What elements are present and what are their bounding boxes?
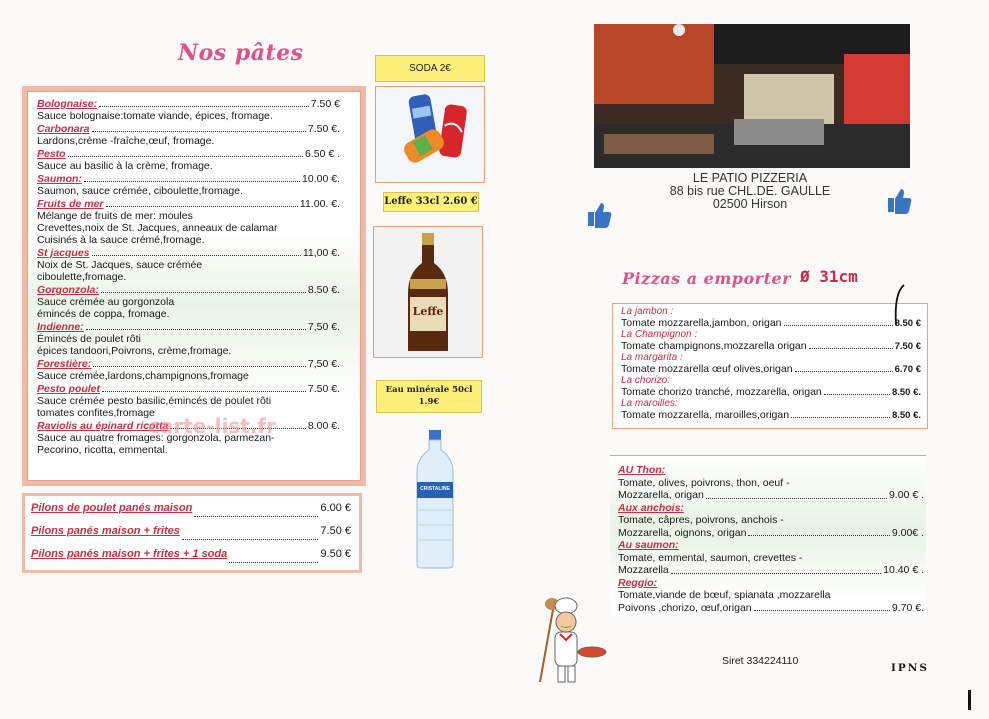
pasta-item [37,284,340,320]
dot-leader [92,131,306,132]
pizza-item-price: 10.40 € . [883,564,924,576]
pizza-item-price: 9.70 €. [891,601,924,614]
pizza-more-list [610,455,926,616]
pasta-item [37,321,340,357]
pasta-item-header [37,383,340,395]
pasta-item-price: 11,00 €. [302,247,340,259]
dot-leader [671,573,881,574]
pizza-item-price: 8.50 €. [891,409,921,421]
chicken-item-price: 7.50 € [320,525,351,537]
pizza-item-name: La maroilles: [621,398,678,409]
pasta-item-name: St jacques [37,247,90,259]
pizza-title: Pizzas a emporter [622,269,792,288]
pasta-item-name: Raviolis au épinard ricotta [37,420,169,432]
pizza-item-name: Au saumon: [618,539,679,551]
pizza-item [618,539,924,577]
pizza-item-line [618,527,924,540]
pasta-item [37,148,340,172]
dot-leader [99,106,309,107]
dot-leader [102,391,306,392]
pizza-item [621,375,921,398]
pasta-item-description: Saumon, sauce crémée, ciboulette,fromage. [37,185,244,197]
dot-leader [229,562,318,563]
leffe-logo-text: Leffe [412,305,444,318]
pizza-item-line [621,318,921,330]
dot-leader [809,348,893,349]
pasta-item-price: 11.00. €. [299,198,340,210]
pizza-item [618,464,924,502]
pizza-item-price: 9.00 € . [888,489,924,501]
pasta-item-name: Indienne: [37,321,84,333]
dot-leader [791,417,890,418]
pizza-item-line [621,410,921,422]
pizza-item-ingredients-2: Poivons ,chorizo, œuf,origan [618,601,752,614]
pasta-list [37,98,340,457]
pizza-item-description: Tomate mozzarella œuf olives,origan [621,362,793,375]
chicken-menu-box [22,493,362,573]
dot-leader [93,366,306,367]
pasta-item-price: 7.50 € [310,98,340,110]
pasta-item-header [37,284,340,296]
thumbs-up-icon-left [586,200,612,233]
pasta-item-price: 8.00 €. [307,420,340,432]
dot-leader [101,292,306,293]
water-label [376,380,482,413]
dot-leader [106,206,298,207]
pizza-item-price: 7.50 € [894,340,921,352]
pasta-item-name: Gorgonzola: [37,284,99,296]
chicken-item-name: Pilons panés maison + frites [31,525,180,537]
pizza-item [621,398,921,421]
pasta-item-description: Lardons,crème -fraîche,œuf, fromage. [37,135,215,147]
pasta-item-price: 7.50 €. [307,123,340,135]
dot-leader [824,394,890,395]
pizza-size: Ø 31cm [800,267,858,286]
pasta-item [37,358,340,382]
dot-leader [68,156,303,157]
pizza-item-line [618,489,924,502]
pasta-item-name: Forestière: [37,358,92,370]
pizza-item-ingredients-2: Mozzarella [618,564,669,576]
dot-leader [754,610,890,611]
water-logo-text: CRISTALINE [420,486,450,492]
pasta-item-description: Sauce crémée au gorgonzola émincés de coppa, fromage. [37,296,175,320]
pasta-item-description: Sauce crémée,lardons,champignons,fromage [37,370,249,382]
pasta-item-description: Noix de St. Jacques, sauce crémée ciboulette,fromage. [37,259,203,283]
pizza-more-items [618,464,924,614]
restaurant-photo [594,24,910,168]
pasta-item [37,173,340,197]
pasta-title: Nos pâtes [178,40,304,66]
pizza-item-description: Tomate mozzarella, maroilles,origan [621,408,790,421]
pizza-item-name: La jambon : [621,306,674,317]
pizza-item [621,306,921,329]
pizza-item-line [621,341,921,353]
pasta-item-name: Carbonara [37,123,90,135]
dot-leader [86,329,306,330]
chicken-item-price: 6.00 € [320,502,351,514]
dot-leader [706,498,887,499]
pasta-item [37,98,340,122]
soda-label: SODA 2€ [375,55,485,82]
page-edge-mark [968,690,971,710]
pizza-item-name: La chorizo: [621,375,670,386]
pasta-item-header [37,123,340,135]
pizza-item-ingredients-2: Mozzarella, origan [618,489,704,501]
pasta-item-description: Émincés de poulet rôti épices tandoori,Poivrons, crème,fromage. [37,333,232,357]
leffe-label: Leffe 33cl 2.60 € [383,192,479,212]
restaurant-address [610,172,890,211]
pasta-item-name: Fruits de mer [37,198,104,210]
ipns-label: IPNS [891,662,929,674]
pizza-item [621,329,921,352]
pasta-item [37,123,340,147]
water-label-line1: Eau minérale 50cl [385,385,473,395]
dot-leader [748,535,889,536]
pizza-item-description: Tomate champignons,mozzarella origan [621,339,807,352]
water-label-price: 1.9€ [418,397,440,407]
pasta-item-description: Sauce crémée pesto basilic,émincés de poulet rôti tomates confites,fromage [37,395,272,419]
pizza-item-name: Aux anchois: [618,501,684,514]
chicken-item [31,497,351,520]
pizza-item [618,502,924,540]
pasta-item-price: 7.50 €. [307,383,340,395]
pasta-item-header [37,173,340,185]
pizza-item-description: Tomate chorizo tranché, mozzarella, origan [621,385,822,398]
chef-illustration [528,594,608,688]
pizza-item-price: 8.50 €. [891,386,921,398]
restaurant-street: 88 bis rue CHL.DE. GAULLE [669,184,831,198]
pizza-item-name: AU Thon: [618,464,666,476]
pizza-item-ingredients: Tomate, emmental, saumon, crevettes - [618,551,803,564]
pizza-item-line [621,387,921,399]
pasta-item-header [37,321,340,333]
pasta-item-price: 7,50 €. [307,358,340,370]
pizza-item-ingredients: Tomate, câpres, poivrons, anchois - [618,514,784,526]
pasta-item-name: Pesto [37,148,66,160]
watermark-text: carte-list.fr [148,414,276,438]
pizza-item-ingredients: Tomate,viande de bœuf, spianata ,mozzarella [618,589,831,601]
pizza-item-description: Tomate mozzarella,jambon, origan [621,316,782,329]
pizza-item-name: La Champignon : [621,329,698,340]
pasta-item-description: Mélange de fruits de mer: moules Crevettes,noix de St. Jacques, anneaux de calamar Cuisinés à la sauce crémé,fromage. [37,210,278,246]
pizza-item-line [618,602,924,615]
pizza-item [618,577,924,615]
soda-cans-image [375,86,485,183]
siret-number: Siret 334224110 [722,655,799,667]
leffe-bottle-image [373,226,483,358]
restaurant-name: LE PATIO PIZZERIA [692,171,808,185]
chicken-item-name: Pilons panés maison + frites + 1 soda [31,548,228,560]
dot-leader [194,516,318,517]
pen-mark-icon [882,283,912,328]
pasta-item-description: Sauce au basilic à la crème, fromage. [37,160,213,172]
pasta-item-name: Saumon: [37,173,82,185]
pizza-boxed-list [612,303,928,429]
pasta-item-header [37,148,340,160]
pizza-item-price: 9.00€ . [891,526,924,539]
pasta-item-price: 7,50 €. [307,321,340,333]
dot-leader [84,181,300,182]
pasta-item-header [37,358,340,370]
pasta-item-description: Sauce au quatre fromages: gorgonzola, parmezan- Pecorino, ricotta, emmental. [37,432,275,456]
pizza-item-ingredients-2: Mozzarella, oignons, origan [618,526,747,539]
chicken-item-name: Pilons de poulet panés maison [31,502,193,514]
dot-leader [784,325,893,326]
pasta-item-header [37,247,340,259]
chicken-item-price: 9.50 € [320,548,351,560]
dot-leader [92,255,301,256]
pasta-item-name: Pesto poulet [37,383,101,395]
pizza-item-price: 6.70 € [894,363,921,375]
pizza-item-line [621,364,921,376]
restaurant-city: 02500 Hirson [712,197,788,211]
dot-leader [795,371,893,372]
chicken-list [31,497,351,566]
pasta-item-description: Sauce bolognaise:tomate viande, épices, fromage. [37,110,273,122]
pizza-item-name: La margarita : [621,352,683,363]
pasta-item [37,247,340,283]
chicken-item [31,543,351,566]
pizza-item [621,352,921,375]
pizza-item-name: Reggio: [618,576,658,589]
chicken-item [31,520,351,543]
thumbs-up-icon-right [886,186,912,219]
water-bottle-image [410,430,460,570]
pasta-item-header [37,98,340,110]
pasta-item-name: Bolognaise: [37,98,98,110]
pasta-item-price: 8.50 €. [307,284,340,296]
pizza-item-ingredients: Tomate, olives, poivrons, thon, oeuf - [618,476,790,489]
pasta-item-price: 10.00 €. [302,173,340,185]
dot-leader [182,539,319,540]
pasta-item [37,198,340,246]
pasta-item-header [37,198,340,210]
pizza-boxed-items [621,306,921,421]
pizza-item-price: 8.50 € [894,317,921,329]
pizza-item-line [618,564,924,577]
pasta-item-price: 6.50 € . [304,148,340,160]
